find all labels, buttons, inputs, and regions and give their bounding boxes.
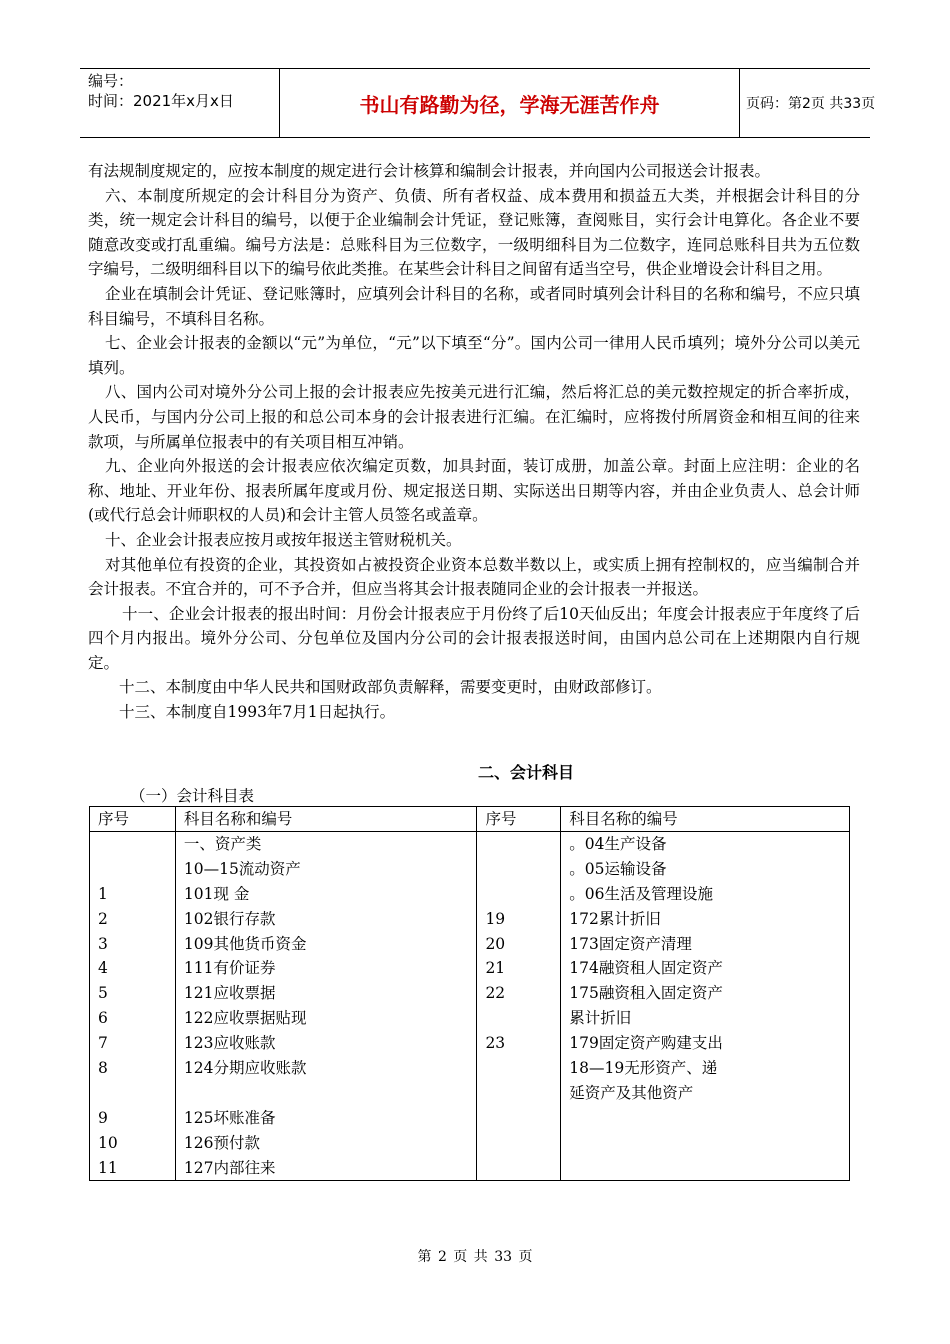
table-header-row xyxy=(90,807,850,832)
paragraph: 对其他单位有投资的企业，其投资如占被投资企业资本总数半数以上，或实质上拥有控制权的，应当编制合并会计报表。不宜合并的，可不予合并，但应当将其会计报表随同企业的会计报表一并报送。 xyxy=(88,555,860,599)
paragraph: 七、企业会计报表的金额以“元”为单位，“元”以下填至“分”。国内公司一律用人民币填列；境外分公司以美元填列。 xyxy=(88,334,860,377)
table-cell-line: 10 xyxy=(98,1133,118,1152)
column-header: 科目名称的编号 xyxy=(561,807,850,832)
table-cell-line xyxy=(485,857,560,882)
table-cell-accounts-left xyxy=(175,832,477,1181)
column-header: 序号 xyxy=(90,807,176,832)
table-cell-line: 19 xyxy=(485,909,506,928)
header-motto: 书山有路勤为径，学海无涯苦作舟 xyxy=(280,69,740,137)
table-cell-line: 延资产及其他资产 xyxy=(569,1083,694,1102)
table-cell-line xyxy=(569,1106,849,1131)
paragraph: 十一、企业会计报表的报出时间：月份会计报表应于月份终了后10天仙反出；年度会计报表应于年度终了后四个月内报出。境外分公司、分包单位及国内分公司的会计报表报送时间，由国内总公司在上述期限内自行规定。 xyxy=(88,604,860,672)
table-cell-line: 9 xyxy=(98,1108,108,1127)
table-cell-line: 173固定资产清理 xyxy=(569,934,692,953)
table-cell-line xyxy=(485,1081,560,1106)
table-cell-line: 23 xyxy=(485,1034,506,1053)
table-cell-line xyxy=(485,882,560,907)
table-cell-line: 。06生活及管理设施 xyxy=(569,884,714,903)
table-cell-line: 122应收票据贴现 xyxy=(183,1009,307,1028)
table-cell-line xyxy=(98,1081,175,1106)
table-cell-line: 179固定资产购建支出 xyxy=(569,1034,723,1053)
paragraph: 六、本制度所规定的会计科目分为资产、负债、所有者权益、成本费用和损益五大类，并根据会计科目的分类，统一规定会计科目的编号，以便于企业编制会计凭证，登记账簿，查阅账目，实行会计电算化。各企业不要随意改变或打乱重编。编号方法是：总账科目为三位数字，一级明细科目为二位数字，连同总账科目共为五位数字编号，二级明细科目以下的编号依此类推。在某些会计科目之间留有适当空号，供企业增设会计科目之用。 xyxy=(88,186,860,279)
table-cell-line: 5 xyxy=(98,984,108,1003)
table-cell-line: 102银行存款 xyxy=(183,909,276,928)
table-cell-line xyxy=(485,1006,560,1031)
table-row xyxy=(90,832,850,1181)
table-cell-seq-right xyxy=(477,832,561,1181)
table-cell-line: 4 xyxy=(98,959,108,978)
column-header: 序号 xyxy=(477,807,561,832)
table-cell-line: 。05运输设备 xyxy=(569,859,667,878)
document-time-label: 时间：2021年x月x日 xyxy=(88,92,234,110)
table-cell-line: 21 xyxy=(485,959,506,978)
table-cell-line: 10—15流动资产 xyxy=(183,859,301,878)
table-cell-line: 8 xyxy=(98,1059,108,1078)
table-cell-line: 一、资产类 xyxy=(183,835,262,853)
table-cell-line: 20 xyxy=(485,934,506,953)
table-cell-line xyxy=(184,1081,477,1106)
table-cell-line: 126预付款 xyxy=(183,1133,260,1152)
table-cell-line xyxy=(98,857,175,882)
table-cell-accounts-right xyxy=(561,832,850,1181)
table-cell-line: 121应收票据 xyxy=(183,984,276,1003)
table-cell-line: 累计折旧 xyxy=(569,1009,632,1028)
section-title: 二、会计科目 xyxy=(478,763,575,782)
paragraph: 有法规制度规定的，应按本制度的规定进行会计核算和编制会计报表，并向国内公司报送会计报表。 xyxy=(88,162,771,180)
page-footer: 第 2 页 共 33 页 xyxy=(417,1249,533,1265)
table-cell-line: 109其他货币资金 xyxy=(183,934,307,953)
table-cell-line: 174融资租人固定资产 xyxy=(569,959,723,978)
table-cell-line: 11 xyxy=(98,1158,118,1177)
paragraph: 十三、本制度自1993年7月1日起执行。 xyxy=(119,703,396,722)
table-cell-line: 22 xyxy=(485,984,506,1003)
table-cell-line: 7 xyxy=(98,1034,108,1053)
paragraph: 九、企业向外报送的会计报表应依次编定页数，加具封面，装订成册，加盖公章。封面上应注明：企业的名称、地址、开业年份、报表所属年度或月份、规定报送日期、实际送出日期等内容，并由企业负责人、总会计师(或代行总会计师职权的人员)和会计主管人员签名或盖章。 xyxy=(88,457,860,525)
paragraph: 八、国内公司对境外分公司上报的会计报表应先按美元进行汇编，然后将汇总的美元数控规定的折合率折成，人民币，与国内分公司上报的和总公司本身的会计报表进行汇编。在汇编时，应将拨付所屑资金和相互间的往来款项，与所属单位报表中的有关项目相互冲销。 xyxy=(88,383,860,451)
table-cell-line: 127内部往来 xyxy=(183,1158,276,1177)
table-cell-line xyxy=(569,1131,849,1156)
body-text xyxy=(88,159,860,725)
table-cell-line: 172累计折旧 xyxy=(569,909,661,928)
table-cell-line xyxy=(485,832,560,857)
document-number-label: 编号： xyxy=(88,72,134,90)
table-cell-line: 111有价证券 xyxy=(183,959,276,978)
table-cell-line xyxy=(98,832,175,857)
table-cell-line: 2 xyxy=(98,909,108,928)
table-cell-line: 124分期应收账款 xyxy=(183,1059,307,1078)
subsection-title: （一）会计科目表 xyxy=(130,787,255,805)
table-cell-line: 6 xyxy=(98,1009,108,1028)
table-cell-seq-left xyxy=(90,832,176,1181)
table-cell-line: 123应收账款 xyxy=(183,1034,276,1053)
paragraph: 十、企业会计报表应按月或按年报送主管财税机关。 xyxy=(105,530,462,549)
table-cell-line xyxy=(485,1131,560,1156)
header-page-info: 页码：第2页 共33页 xyxy=(746,96,876,112)
paragraph: 企业在填制会计凭证、登记账簿时，应填列会计科目的名称，或者同时填列会计科目的名称和编号，不应只填科目编号，不填科目名称。 xyxy=(88,284,860,328)
table-cell-line: 175融资租入固定资产 xyxy=(569,984,723,1003)
table-cell-line: 1 xyxy=(98,884,108,903)
page-header xyxy=(80,68,876,138)
accounts-table xyxy=(89,806,850,1181)
table-cell-line xyxy=(569,1156,849,1181)
table-cell-line xyxy=(485,1106,560,1131)
table-cell-line: 101现 金 xyxy=(183,884,250,903)
paragraph: 十二、本制度由中华人民共和国财政部负责解释，需要变更时，由财政部修订。 xyxy=(119,678,662,697)
table-cell-line: 18—19无形资产、递 xyxy=(569,1059,718,1078)
table-cell-line: 125坏账准备 xyxy=(183,1108,276,1127)
table-cell-line xyxy=(485,1156,560,1181)
table-cell-line: 。04生产设备 xyxy=(569,835,667,853)
column-header: 科目名称和编号 xyxy=(175,807,477,832)
table-cell-line: 3 xyxy=(98,934,108,953)
table-cell-line xyxy=(485,1056,560,1081)
header-meta xyxy=(80,69,280,137)
